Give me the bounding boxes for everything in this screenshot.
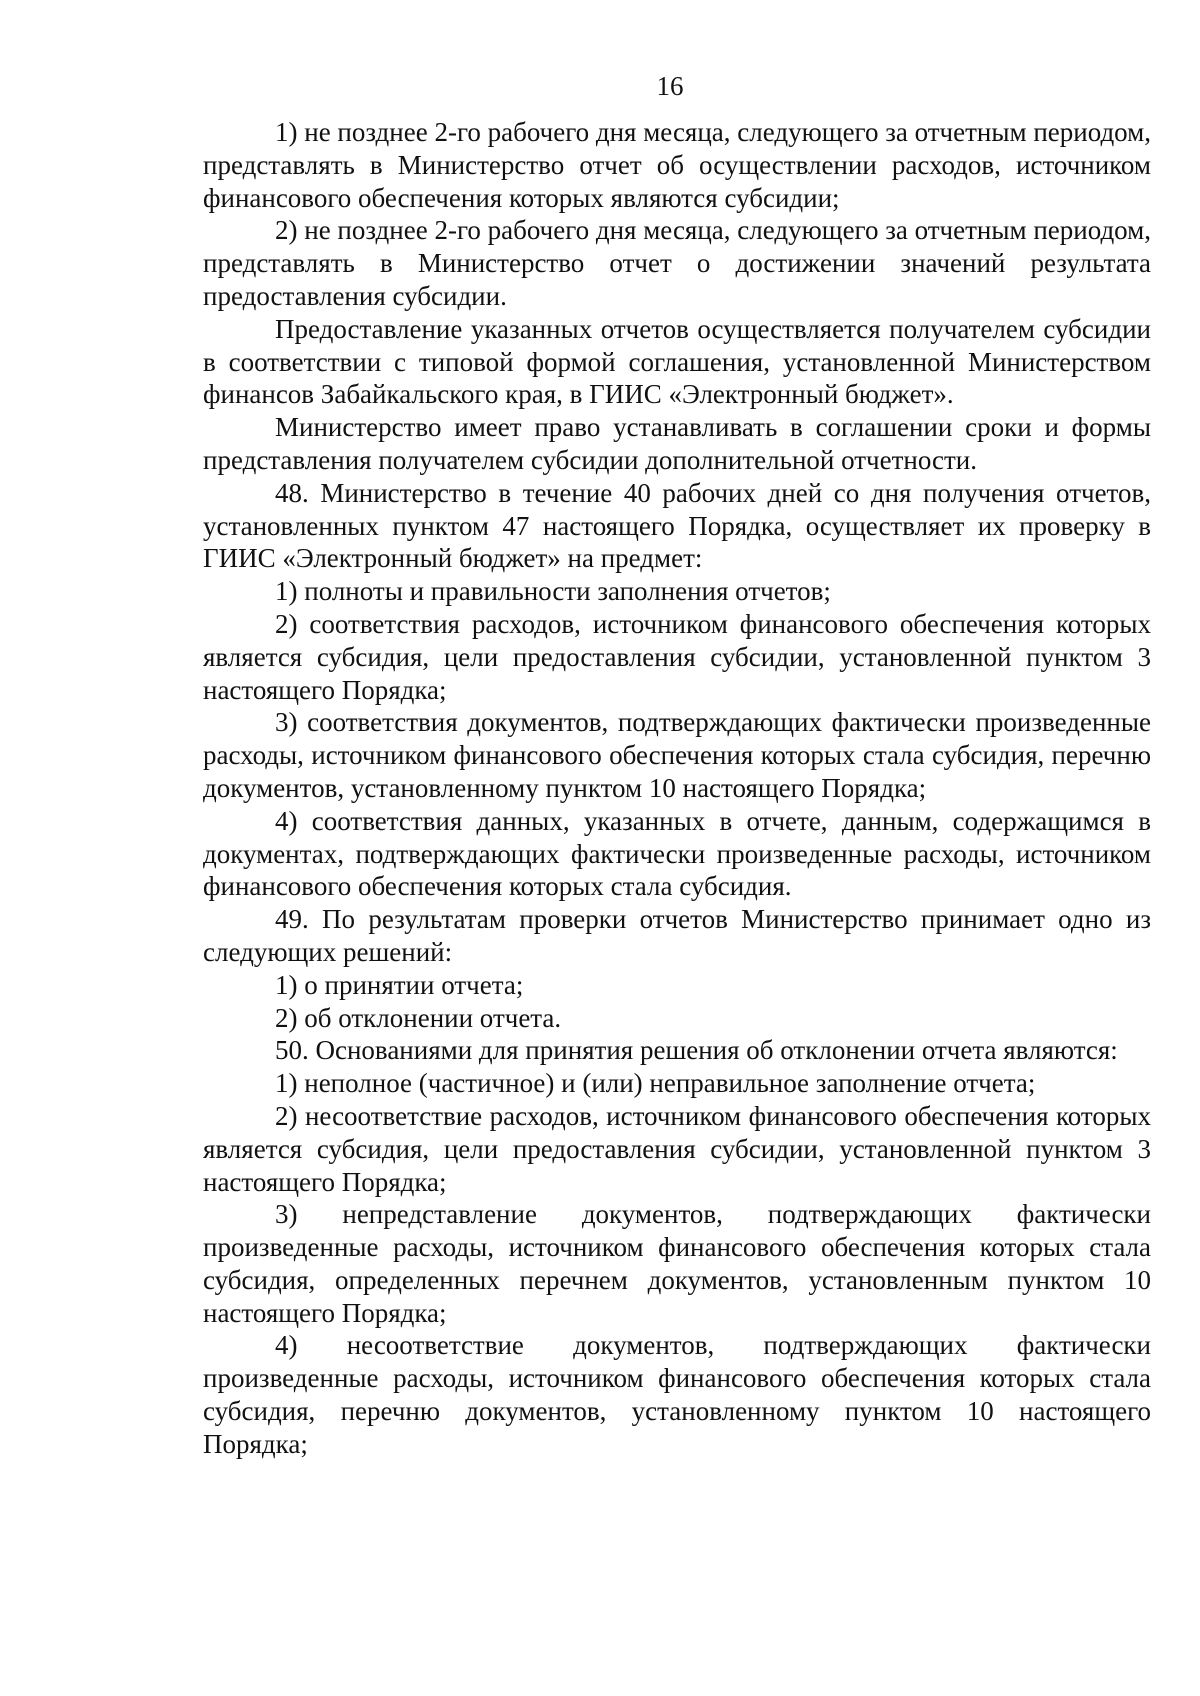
paragraph: 1) о принятии отчета; bbox=[275, 969, 524, 1000]
paragraph: 1) неполное (частичное) и (или) неправильное заполнение отчета; bbox=[275, 1068, 1036, 1099]
paragraph: 2) несоответствие расходов, источником финансового обеспечения которых является субсидия, цели предоставления субсидии, установленной пунктом 3 настоящего Порядка; bbox=[203, 1100, 1151, 1197]
page-number: 16 bbox=[656, 71, 684, 101]
paragraph: 1) не позднее 2-го рабочего дня месяца, следующего за отчетным периодом, представлять в Министерство отчет об осуществлении расходов, источником финансового обеспечения которых являются субсидии; bbox=[203, 117, 1151, 213]
paragraph: 3) соответствия документов, подтверждающих фактически произведенные расходы, источником финансового обеспечения которых стала субсидия, перечню документов, установленному пунктом 10 настоящего Порядка; bbox=[203, 707, 1151, 803]
paragraph: 1) полноты и правильности заполнения отчетов; bbox=[275, 576, 831, 607]
paragraph: 3) непредставление документов, подтверждающих фактически произведенные расходы, источником финансового обеспечения которых стала субсидия, определенных перечнем документов, установленным пунктом 10 настоящего Порядка; bbox=[203, 1199, 1151, 1328]
paragraph: Министерство имеет право устанавливать в соглашении сроки и формы представления получателем субсидии дополнительной отчетности. bbox=[203, 412, 1151, 475]
paragraph: 2) соответствия расходов, источником финансового обеспечения которых является субсидия, цели предоставления субсидии, установленной пунктом 3 настоящего Порядка; bbox=[203, 608, 1151, 705]
paragraph: 4) несоответствие документов, подтверждающих фактически произведенные расходы, источником финансового обеспечения которых стала субсидия, перечню документов, установленному пунктом 10 настоящего Порядка; bbox=[203, 1330, 1151, 1459]
paragraph: Предоставление указанных отчетов осуществляется получателем субсидии в соответствии с типовой формой соглашения, установленной Министерством финансов Забайкальского края, в ГИИС «Электронный бюджет». bbox=[203, 313, 1151, 410]
paragraph: 4) соответствия данных, указанных в отчете, данным, содержащимся в документах, подтверждающих фактически произведенные расходы, источником финансового обеспечения которых стала субсидия. bbox=[203, 805, 1151, 902]
paragraph: 49. По результатам проверки отчетов Министерство принимает одно из следующих решений: bbox=[203, 904, 1151, 967]
paragraph: 2) не позднее 2-го рабочего дня месяца, следующего за отчетным периодом, представлять в Министерство отчет о достижении значений результата предоставления субсидии. bbox=[203, 215, 1151, 311]
paragraph: 50. Основаниями для принятия решения об отклонении отчета являются: bbox=[275, 1035, 1118, 1066]
paragraph: 48. Министерство в течение 40 рабочих дней со дня получения отчетов, установленных пунктом 47 настоящего Порядка, осуществляет их проверку в ГИИС «Электронный бюджет» на предмет: bbox=[203, 477, 1151, 574]
paragraph: 2) об отклонении отчета. bbox=[275, 1002, 562, 1033]
document-body bbox=[203, 116, 1151, 1461]
